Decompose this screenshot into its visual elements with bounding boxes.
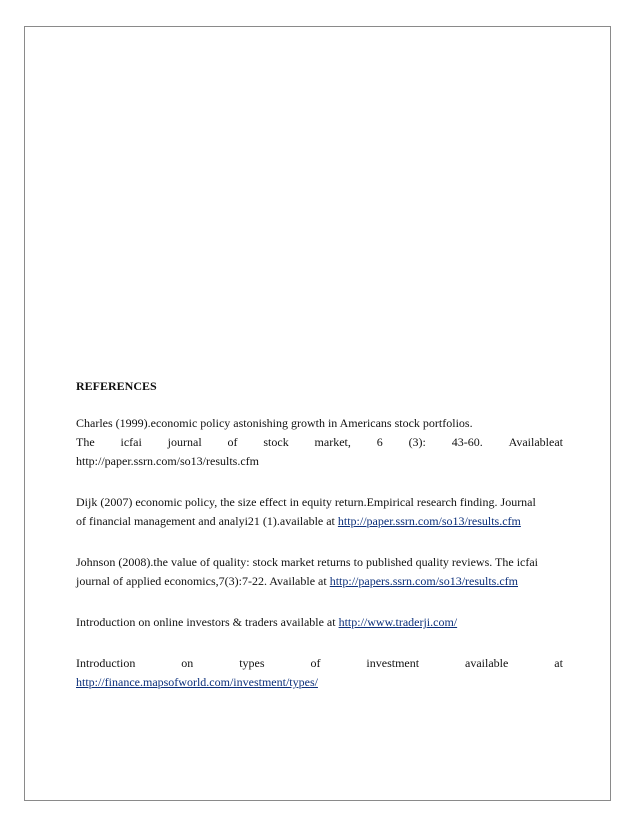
word: of <box>310 656 321 670</box>
word: Introduction <box>76 656 136 670</box>
reference-dijk-text: of financial management and analyi21 (1).available at <box>76 514 338 528</box>
word: icfai <box>120 435 142 449</box>
reference-dijk-line1: Dijk (2007) economic policy, the size effect in equity return.Empirical research finding. Journal <box>76 495 536 509</box>
word: journal <box>167 435 202 449</box>
reference-charles-line1: Charles (1999).economic policy astonishing growth in Americans stock portfolios. <box>76 416 473 430</box>
reference-link[interactable]: http://finance.mapsofworld.com/investment/types/ <box>76 675 318 689</box>
reference-investment-types <box>76 654 563 692</box>
reference-charles <box>76 414 563 471</box>
reference-link[interactable]: http://paper.ssrn.com/so13/results.cfm <box>337 514 521 528</box>
reference-link[interactable]: http://www.traderji.com/ <box>338 615 458 629</box>
word: types <box>239 656 265 670</box>
references-heading: REFERENCES <box>76 379 157 393</box>
reference-types-line1 <box>76 654 563 673</box>
reference-johnson-text: journal of applied economics,7(3):7-22. Available at <box>76 574 330 588</box>
reference-dijk <box>76 493 563 531</box>
word: (3): <box>408 435 426 449</box>
word: on <box>181 656 194 670</box>
reference-johnson <box>76 553 563 591</box>
reference-charles-line3 <box>76 452 563 471</box>
reference-johnson-line1: Johnson (2008).the value of quality: stock market returns to published quality reviews. The icfai <box>76 555 539 569</box>
reference-johnson-line2 <box>76 572 563 591</box>
reference-link[interactable]: http://papers.ssrn.com/so13/results.cfm <box>329 574 519 588</box>
word: stock <box>263 435 289 449</box>
reference-dijk-line2 <box>76 512 563 531</box>
word: Availableat <box>508 435 563 449</box>
reference-online-text: Introduction on online investors & traders available at <box>76 615 339 629</box>
reference-link-text: http://paper.ssrn.com/so13/results.cfm <box>76 454 259 468</box>
word: at <box>554 656 563 670</box>
word: available <box>465 656 509 670</box>
word: investment <box>366 656 420 670</box>
word: 6 <box>376 435 383 449</box>
reference-online-investors <box>76 613 563 632</box>
references-section <box>76 378 563 692</box>
reference-charles-line2 <box>76 433 563 452</box>
word: The <box>76 435 95 449</box>
word: market, <box>314 435 351 449</box>
word: of <box>227 435 238 449</box>
word: 43-60. <box>451 435 483 449</box>
